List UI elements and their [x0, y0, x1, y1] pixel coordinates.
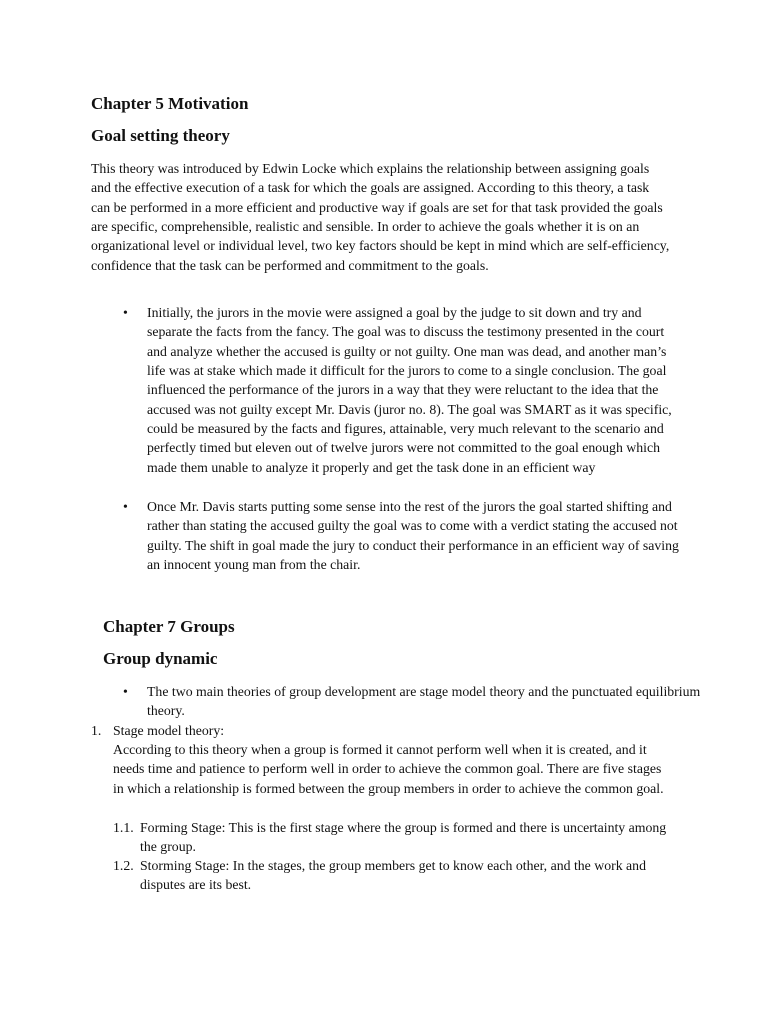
list-number: 1. [91, 723, 102, 738]
chapter-5-intro-paragraph: This theory was introduced by Edwin Locke which explains the relationship between assigning goals and the effective execution of a task for which the goals are assigned. According to this theory, a task can be performed in a more efficient and productive way if goals are set for that task provided the goals are specific, comprehensible, realistic and sensible. In order to achieve the goals whether it is on an organizational level or individual level, two key factors should be kept in mind which are self-efficiency, confidence that the task can be performed and commitment to the goals. [91, 161, 670, 273]
list-item [90, 497, 690, 577]
list-number: 1.1. [113, 820, 134, 835]
forming-stage-text: Forming Stage: This is the first stage where the group is formed and there is uncertainty among the group. [140, 820, 667, 855]
list-item [90, 303, 690, 497]
chapter-7-title: Chapter 7 Groups [103, 617, 235, 636]
stage-model-heading: Stage model theory: [113, 723, 225, 738]
storming-stage-text: Storming Stage: In the stages, the group members get to know each other, and the work and disputes are its best. [140, 858, 646, 893]
chapter-5-subtitle: Goal setting theory [91, 126, 230, 145]
chapter-7-subtitle: Group dynamic [103, 649, 218, 668]
bullet-text: Once Mr. Davis starts putting some sense into the rest of the jurors the goal started shifting and rather than stating the accused guilty the goal was to come with a verdict stating the accused not guilty. The shift in goal made the jury to conduct their performance in an efficient way of saving an innocent young man from the chair. [147, 499, 679, 573]
chapter-5-title: Chapter 5 Motivation [91, 94, 249, 113]
list-item [90, 682, 701, 722]
stage-model-paragraph: According to this theory when a group is formed it cannot perform well when it is created, and it needs time and patience to perform well in order to achieve the common goal. There are five stages in which a relationship is formed between the group members in order to achieve the common goal. [113, 742, 664, 796]
bullet-icon: • [123, 305, 128, 320]
bullet-text: The two main theories of group development are stage model theory and the punctuated equilibrium theory. [147, 684, 701, 719]
list-number: 1.2. [113, 858, 134, 873]
bullet-icon: • [123, 684, 128, 699]
bullet-icon: • [123, 499, 128, 514]
bullet-text: Initially, the jurors in the movie were assigned a goal by the judge to sit down and try and separate the facts from the fancy. The goal was to discuss the testimony presented in the court and analyze whether the accused is guilty or not guilty. One man was dead, and another man’s life was at stake which made it difficult for the jurors to come to a single conclusion. The goal influenced the performance of the jurors in a way that they were reluctant to the idea that the accused was not guilty except Mr. Davis (juror no. 8). The goal was SMART as it was specific, could be measured by the facts and figures, attainable, very much relevant to the scenario and perfectly timed but eleven out of twelve jurors were not committed to the goal enough which made them unable to analyze it properly and get the task done in an efficient way [147, 305, 672, 475]
